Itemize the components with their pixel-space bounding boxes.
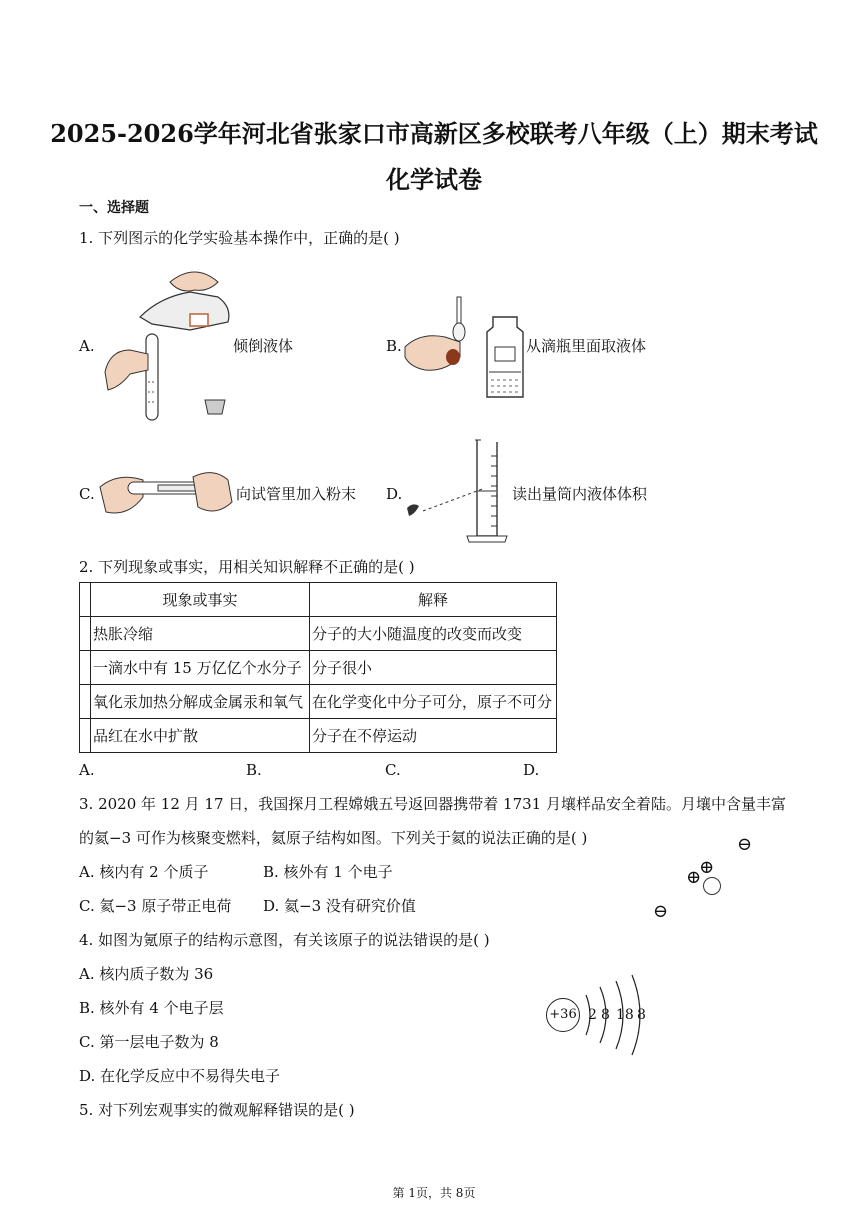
q1-option-c-caption: 向试管里加入粉末 [236, 485, 357, 503]
shell-electron-count: 18 [616, 1007, 634, 1023]
table-cell: 分子在不停运动 [310, 719, 557, 753]
q3-option-b: B. 核外有 1 个电子 [263, 863, 393, 881]
page-footer: 第 1页，共 8页 [392, 1186, 476, 1200]
table-cell: 氧化汞加热分解成金属汞和氧气 [91, 685, 310, 719]
q4-option-a: A. 核内质子数为 36 [79, 965, 214, 983]
q1-option-b-letter: B. [386, 337, 402, 355]
q1-option-d-caption: 读出量筒内液体体积 [512, 485, 648, 503]
table-header-cell: 现象或事实 [91, 583, 310, 617]
table-row [80, 685, 557, 719]
q1-option-a-letter: A. [79, 337, 95, 355]
proton-icon: ⊕ [686, 867, 702, 888]
table-cell: 一滴水中有 15 万亿亿个水分子 [91, 651, 310, 685]
nucleus-label: +36 [546, 998, 580, 1032]
table-cell: 分子的大小随温度的改变而改变 [310, 617, 557, 651]
q2-option-c: C. [385, 761, 401, 779]
q4-option-d: D. 在化学反应中不易得失电子 [79, 1067, 281, 1085]
question-1-stem: 1. 下列图示的化学实验基本操作中，正确的是( ) [79, 229, 400, 247]
q3-option-c: C. 氦−3 原子带正电荷 [79, 897, 232, 915]
dropper-bottle-illustration [405, 292, 525, 402]
shell-electron-count: 8 [601, 1007, 610, 1023]
shell-electron-count: 2 [588, 1007, 597, 1023]
q1-option-b-caption: 从滴瓶里面取液体 [526, 337, 647, 355]
pouring-liquid-illustration [100, 262, 240, 422]
table-cell: 热胀冷缩 [91, 617, 310, 651]
question-5-stem: 5. 对下列宏观事实的微观解释错误的是( ) [79, 1101, 355, 1119]
q2-option-a: A. [79, 761, 95, 779]
question-4-stem: 4. 如图为氪原子的结构示意图，有关该原子的说法错误的是( ) [79, 931, 490, 949]
q1-option-a-caption: 倾倒液体 [233, 337, 294, 355]
question-3-stem-line2: 的氦−3 可作为核聚变燃料，氦原子结构如图。下列关于氦的说法正确的是( ) [79, 829, 588, 847]
page-title-line2: 化学试卷 [386, 165, 482, 194]
q4-option-b: B. 核外有 4 个电子层 [79, 999, 224, 1017]
q3-option-a: A. 核内有 2 个质子 [79, 863, 209, 881]
table-header-row [80, 583, 557, 617]
adding-powder-illustration [98, 462, 234, 522]
electron-icon: ⊖ [653, 901, 669, 922]
table-cell: 分子很小 [310, 651, 557, 685]
table-cell [80, 719, 91, 753]
section-heading: 一、选择题 [79, 200, 149, 216]
neutron-icon [703, 877, 721, 895]
table-cell [80, 651, 91, 685]
q3-option-d: D. 氦−3 没有研究价值 [263, 897, 416, 915]
table-cell: 在化学变化中分子可分，原子不可分 [310, 685, 557, 719]
page-title-line1: 2025-2026学年河北省张家口市高新区多校联考八年级（上）期末考试 [50, 119, 818, 148]
table-cell [80, 583, 91, 617]
q2-option-b: B. [246, 761, 262, 779]
table-row [80, 617, 557, 651]
table-row [80, 651, 557, 685]
q4-option-c: C. 第一层电子数为 8 [79, 1033, 219, 1051]
question-3-stem-line1: 3. 2020 年 12 月 17 日，我国探月工程嫦娥五号返回器携带着 1731 月壤样品安全着陆。月壤中含量丰富 [79, 795, 786, 813]
q1-option-d-letter: D. [386, 485, 403, 503]
proton-icon: ⊕ [699, 857, 715, 878]
q2-option-d: D. [523, 761, 540, 779]
table-header-cell: 解释 [310, 583, 557, 617]
q1-option-c-letter: C. [79, 485, 95, 503]
graduated-cylinder-illustration [405, 436, 515, 546]
table-row [80, 719, 557, 753]
table-cell [80, 685, 91, 719]
question-2-stem: 2. 下列现象或事实，用相关知识解释不正确的是( ) [79, 558, 415, 576]
q2-table [79, 582, 557, 753]
electron-icon: ⊖ [737, 834, 753, 855]
shell-electron-count: 8 [637, 1007, 646, 1023]
table-cell: 品红在水中扩散 [91, 719, 310, 753]
table-cell [80, 617, 91, 651]
